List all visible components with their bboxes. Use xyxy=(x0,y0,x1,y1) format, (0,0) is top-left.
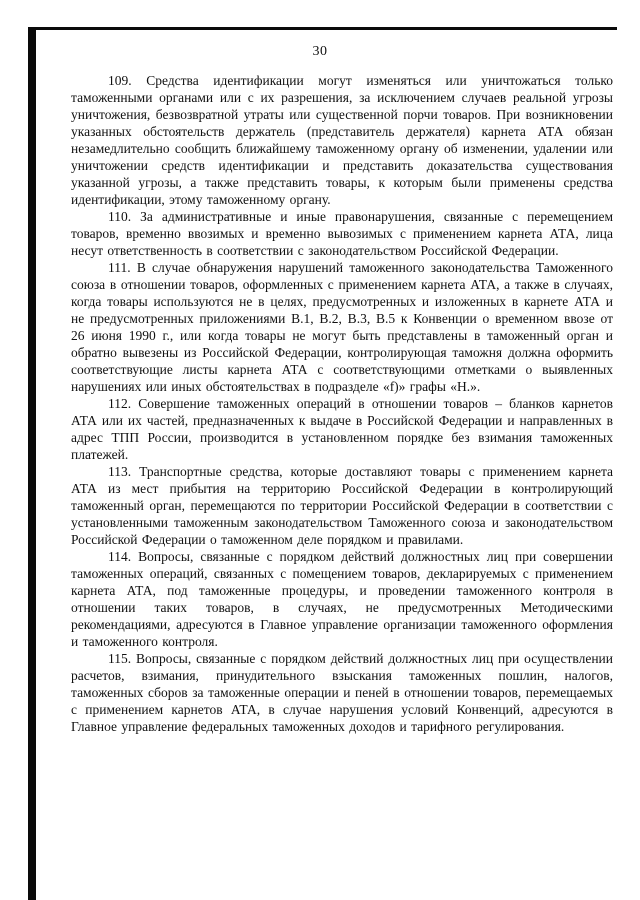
page-number: 30 xyxy=(312,44,328,59)
paragraph-110: 110. За административные и иные правонарушения, связанные с перемещением товаров, временно ввозимых и временно вывозимых с применением карнета АТА, лица несут ответственность в соответствии с законодательством Российской Федерации. xyxy=(71,209,613,258)
paragraph-111: 111. В случае обнаружения нарушений таможенного законодательства Таможенного союза в отношении товаров, оформленных с применением карнета АТА, а также в случаях, когда товары используются не в целях, предусмотренных и изложенных в карнете АТА и не предусмотренных приложениями В.1, В.2, В.3, В.5 к Конвенции о временном ввозе от 26 июня 1990 г., или когда товары не могут быть представлены в таможенный орган и обратно вывезены из Российской Федерации, контролирующая таможня должна оформить соответствующие листы карнета АТА с соответствующими отметками о выявленных нарушениях или иных обстоятельствах в подразделе «f)» графы «Н.». xyxy=(71,260,613,394)
paragraph-112: 112. Совершение таможенных операций в отношении товаров – бланков карнетов АТА или их частей, предназначенных к выдаче в Российской Федерации и направленных в адрес ТПП России, производится в установленном порядке без взимания таможенных платежей. xyxy=(71,396,613,462)
paragraph-115: 115. Вопросы, связанные с порядком действий должностных лиц при осуществлении расчетов, взимания, принудительного взыскания таможенных пошлин, налогов, таможенных сборов за таможенные операции и пеней в отношении товаров, перемещаемых с применением карнетов АТА, в случае нарушения условий Конвенций, адресуются в Главное управление федеральных таможенных доходов и тарифного регулирования. xyxy=(71,651,613,734)
paragraph-113: 113. Транспортные средства, которые доставляют товары с применением карнета АТА из мест прибытия на территорию Российской Федерации в контролирующий таможенный орган, перемещаются по территории Российской Федерации в соответствии с установленными таможенным законодательством Таможенного союза и законодательством Российской Федерации о таможенном деле порядком и правилами. xyxy=(71,464,613,547)
scan-border-left xyxy=(28,27,36,900)
paragraph-109: 109. Средства идентификации могут изменяться или уничтожаться только таможенными органами или с их разрешения, за исключением случаев реальной угрозы уничтожения, безвозвратной утраты или существенной порчи товаров. При возникновении указанных обстоятельств держатель (представитель держателя) карнета АТА обязан незамедлительно сообщить ближайшему таможенному органу об изменении, удалении или уничтожении средств идентификации и представить доказательства существования указанной угрозы, а также представить товары, к которым были применены средства идентификации, этому таможенному органу. xyxy=(71,73,613,207)
paragraph-114: 114. Вопросы, связанные с порядком действий должностных лиц при совершении таможенных операций, связанных с помещением товаров, декларируемых с применением карнета АТА, под таможенные процедуры, и проведении таможенного контроля в отношении таких товаров, в случаях, не предусмотренных Методическими рекомендациями, адресуются в Главное управление организации таможенного оформления и таможенного контроля. xyxy=(71,549,613,649)
document-body xyxy=(71,72,613,735)
scan-border-top xyxy=(28,27,617,30)
